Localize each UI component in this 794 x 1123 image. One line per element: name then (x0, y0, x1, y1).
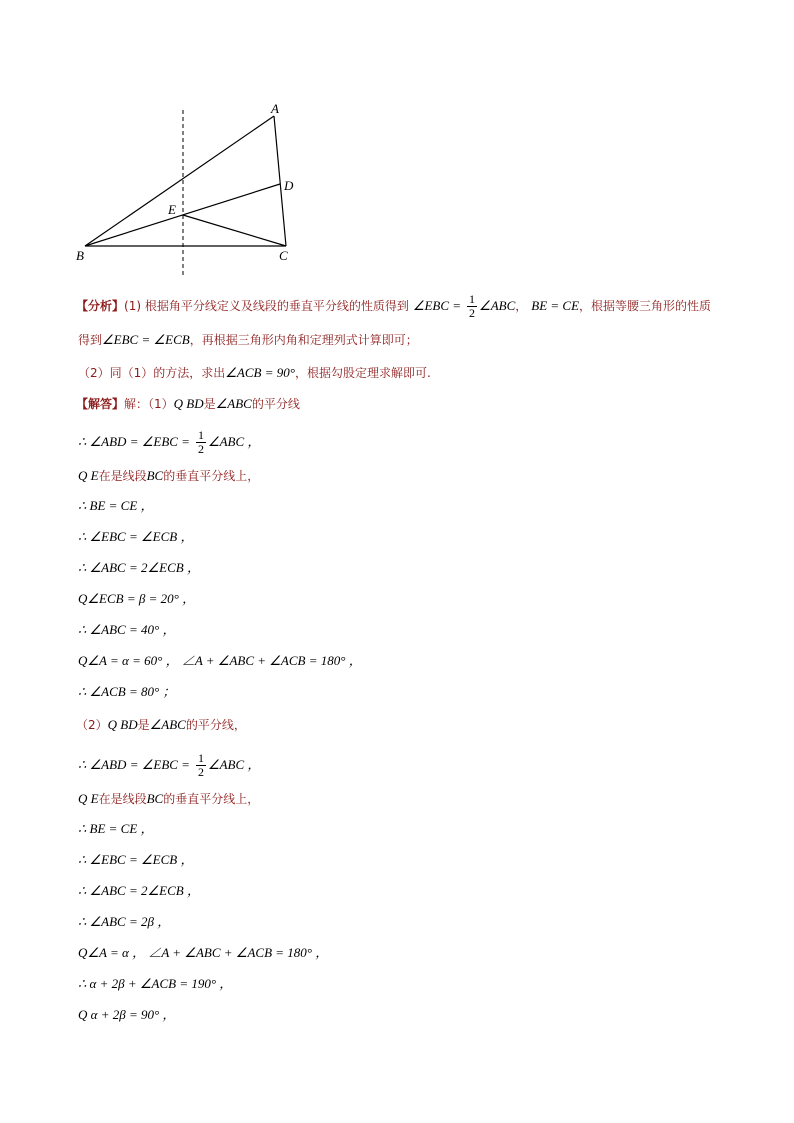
solution-line-4: ∴ BE = CE ， (78, 498, 154, 513)
solution-line-20: Q α + 2β = 90° ， (78, 1007, 176, 1022)
solution-line-13: Q E在是线段BC的垂直平分线上， (78, 791, 260, 806)
analysis-tag: 【分析】 (76, 299, 125, 313)
solution-line-16: ∴ ∠ABC = 2∠ECB ， (78, 883, 200, 898)
label-b: B (76, 248, 84, 263)
solution-line-8: ∴ ∠ABC = 40° ， (78, 622, 176, 637)
solution-line-6: ∴ ∠ABC = 2∠ECB ， (78, 560, 200, 575)
solution-line-5: ∴ ∠EBC = ∠ECB ， (78, 529, 194, 544)
segment-ec (183, 215, 286, 246)
analysis-line-1: 【分析】(1) 根据角平分线定义及线段的垂直平分线的性质得到 ∠EBC = $\frac{1}{2}$ ∠ABC， BE = CE，根据等腰三角形的性质 (76, 292, 712, 320)
fraction-half: $\frac{1}{2}$ (197, 428, 204, 456)
analysis-line-2: 得到∠EBC = ∠ECB，再根据三角形内角和定理列式计算即可； (78, 332, 418, 347)
solution-line-12: ∴ ∠ABD = ∠EBC = $\frac{1}{2}$ ∠ABC ， (78, 751, 261, 779)
triangle-figure (70, 100, 310, 280)
segment-ba (85, 116, 274, 246)
fraction-half: $\frac{1}{2}$ (469, 292, 476, 320)
solution-line-19: ∴ α + 2β + ∠ACB = 190° ， (78, 976, 233, 991)
solution-line-15: ∴ ∠EBC = ∠ECB ， (78, 852, 194, 867)
solution-line-10: ∴ ∠ACB = 80° ； (78, 684, 176, 699)
label-e: E (168, 202, 176, 217)
solution-line-1: 【解答】解：（1）Q BD是∠ABC的平分线 (76, 396, 300, 411)
solution-line-2: ∴ ∠ABD = ∠EBC = $\frac{1}{2}$ ∠ABC ， (78, 428, 261, 456)
solution-tag: 【解答】 (76, 397, 125, 411)
solution-line-17: ∴ ∠ABC = 2β ， (78, 914, 171, 929)
solution-line-7: Q∠ECB = β = 20° ， (78, 591, 196, 606)
solution-line-3: Q E在是线段BC的垂直平分线上， (78, 468, 260, 483)
solution-line-14: ∴ BE = CE ， (78, 821, 154, 836)
label-c: C (279, 248, 288, 263)
label-a: A (271, 101, 279, 116)
solution-part2-header: （2）Q BD是∠ABC的平分线， (76, 717, 246, 732)
label-d: D (284, 178, 294, 193)
solution-line-9: Q∠A = α = 60° ， ∠A + ∠ABC + ∠ACB = 180° ， (78, 653, 362, 668)
analysis-line-3: （2）同（1）的方法，求出∠ACB = 90°，根据勾股定理求解即可. (78, 365, 431, 380)
fraction-half: $\frac{1}{2}$ (197, 751, 204, 779)
solution-line-18: Q∠A = α ， ∠A + ∠ABC + ∠ACB = 180° ， (78, 945, 329, 960)
